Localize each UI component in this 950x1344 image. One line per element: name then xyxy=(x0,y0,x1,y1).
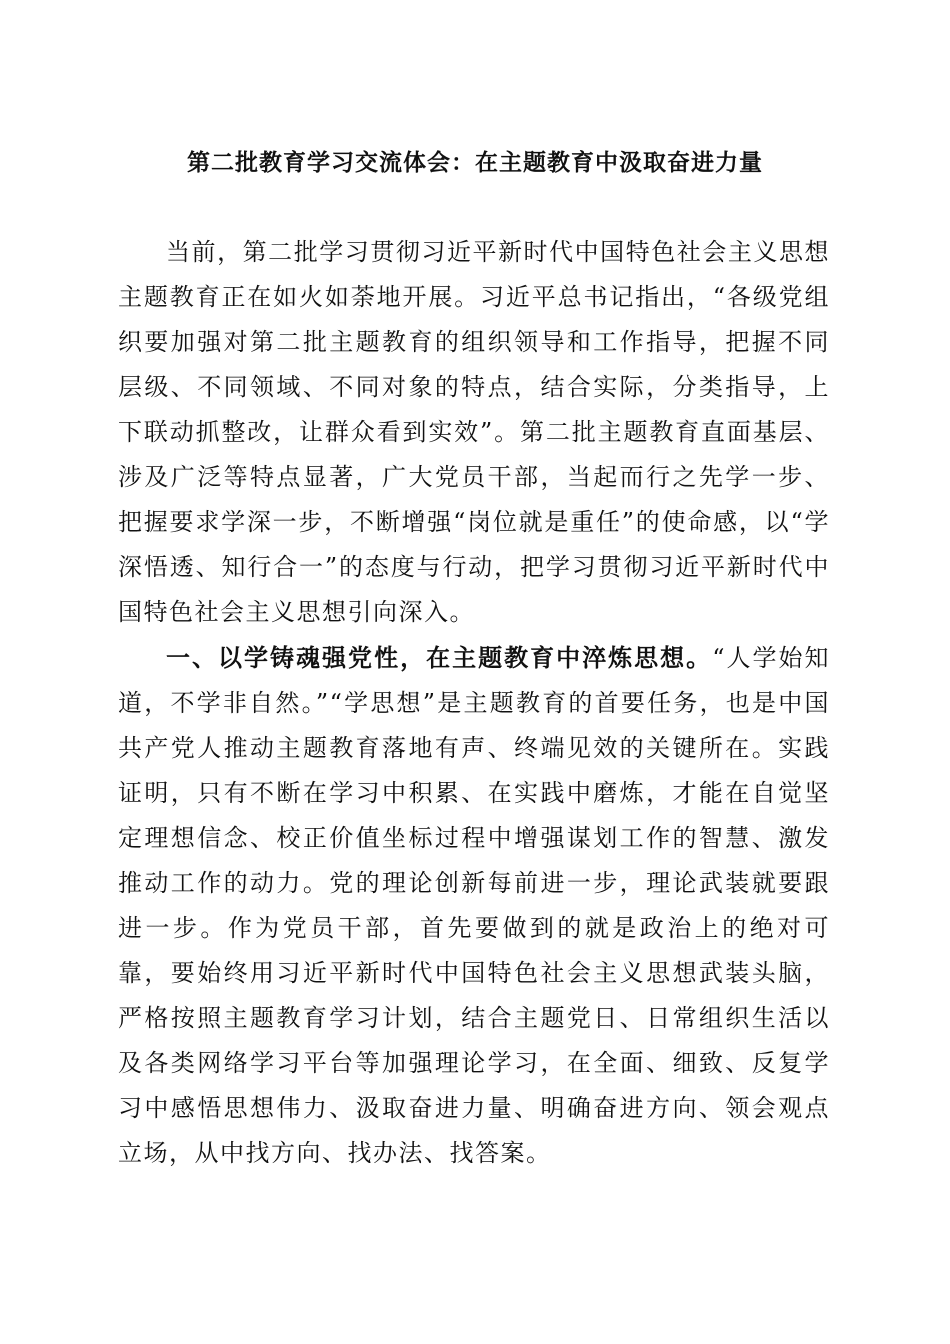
paragraph-section-one xyxy=(118,635,830,1176)
paragraph-intro-text: 当前，第二批学习贯彻习近平新时代中国特色社会主义思想主题教育正在如火如荼地开展。习近平总书记指出，“各级党组织要加强对第二批主题教育的组织领导和工作指导，把握不同层级、不同领域、不同对象的特点，结合实际，分类指导，上下联动抓整改，让群众看到实效”。第二批主题教育直面基层、涉及广泛等特点显著，广大党员干部，当起而行之先学一步、把握要求学深一步，不断增强“岗位就是重任”的使命感，以“学深悟透、知行合一”的态度与行动，把学习贯彻习近平新时代中国特色社会主义思想引向深入。 xyxy=(118,238,830,626)
section-one-text: “人学始知道，不学非自然。”“学思想”是主题教育的首要任务，也是中国共产党人推动主题教育落地有声、终端见效的关键所在。实践证明，只有不断在学习中积累、在实践中磨炼，才能在自觉坚定理想信念、校正价值坐标过程中增强谋划工作的智慧、激发推动工作的动力。党的理论创新每前进一步，理论武装就要跟进一步。作为党员干部，首先要做到的就是政治上的绝对可靠，要始终用习近平新时代中国特色社会主义思想武装头脑，严格按照主题教育学习计划，结合主题党日、日常组织生活以及各类网络学习平台等加强理论学习，在全面、细致、反复学习中感悟思想伟力、汲取奋进力量、明确奋进方向、领会观点立场，从中找方向、找办法、找答案。 xyxy=(118,644,830,1167)
document-title: 第二批教育学习交流体会：在主题教育中汲取奋进力量 xyxy=(187,149,763,176)
section-one-heading: 一、以学铸魂强党性，在主题教育中淬炼思想。 xyxy=(166,643,713,672)
document-body xyxy=(118,230,830,1176)
paragraph-intro xyxy=(118,230,830,635)
